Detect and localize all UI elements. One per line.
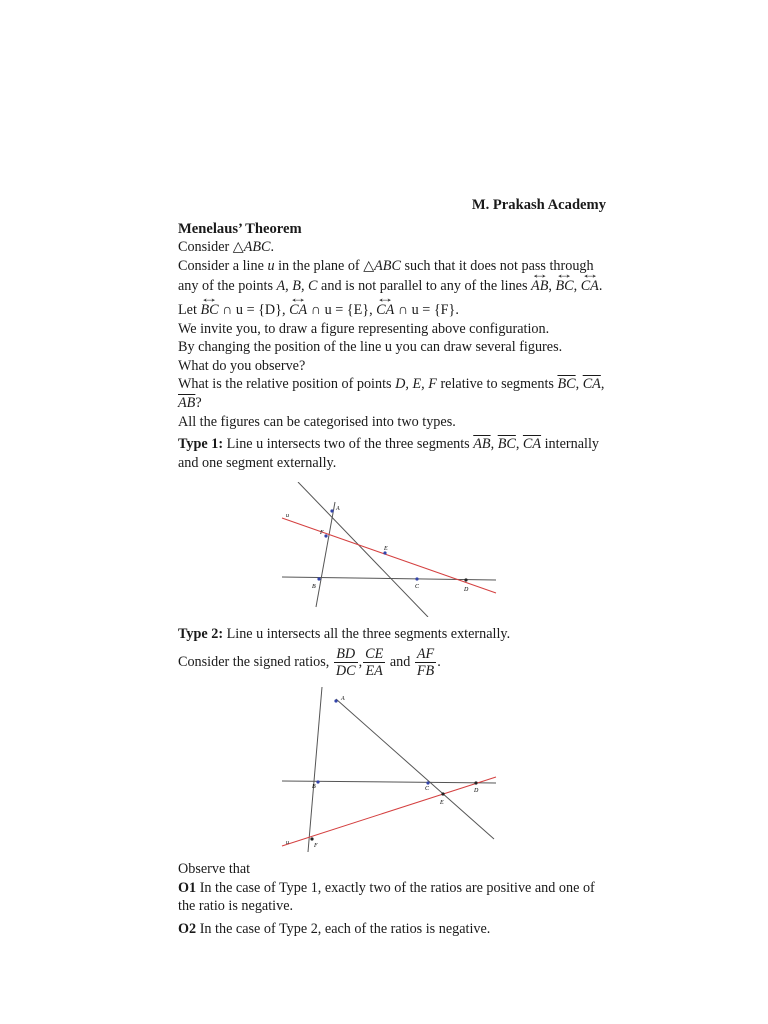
figure-type2 xyxy=(278,687,498,852)
fig1-label-d: D xyxy=(464,587,469,594)
type1-paragraph: Type 1: Line u intersects two of the three segments $\overline{AB}$, $\overline{BC}$, $\overline{CA}$ internally and one segment externally. xyxy=(178,436,599,471)
type2-paragraph: Type 2: Line u intersects all the three segments externally. xyxy=(178,626,511,643)
fig1-label-c: C xyxy=(415,584,420,591)
observe-question: What do you observe? xyxy=(178,357,306,374)
ratio-bd-dc: $\frac{BD}{DC}$ xyxy=(335,645,356,679)
figure-type1 xyxy=(278,482,498,617)
theorem-title: Menelaus’ Theorem xyxy=(178,220,302,237)
categorised-text: All the figures can be categorised into two types. xyxy=(178,413,456,430)
ratio-ce-ea: $\frac{CE}{EA}$ xyxy=(365,645,384,679)
relative-question: What is the relative position of points D, E, F relative to segments $\overline{BC}$, $\overline{CA}$, $\overline{AB}$? xyxy=(178,376,605,411)
line-intro: Consider a line u in the plane of △ABC such that it does not pass through any of the points A, B, C and is not parallel to any of the lines ↔ AB, ↔ BC, ↔ CA. xyxy=(178,257,606,296)
fig2-label-b: B xyxy=(312,783,316,790)
observe-that: Observe that xyxy=(178,860,251,877)
invite-text: We invite you, to draw a figure representing above configuration. xyxy=(178,320,550,337)
signed-ratios: Consider the signed ratios, $\frac{BD}{DC}$ , $\frac{CE}{EA}$ and $\frac{AF}{FB}$ . xyxy=(178,645,441,679)
fig1-label-u: u xyxy=(286,513,289,520)
consider-triangle: Consider △ABC. xyxy=(178,239,275,256)
observation-o1: O1 In the case of Type 1, exactly two of the ratios are positive and one of the ratio is negative. xyxy=(178,879,595,915)
fig1-label-b: B xyxy=(312,584,316,591)
fig2-label-u: u xyxy=(286,839,289,846)
changing-text: By changing the position of the line u you can draw several figures. xyxy=(178,339,563,356)
fig2-label-f: F xyxy=(314,842,318,849)
observation-o2: O2 In the case of Type 2, each of the ratios is negative. xyxy=(178,920,491,937)
let-intersections: Let ↔ BC ∩ u = {D}, ↔ CA ∩ u = {E}, ↔ CA ∩ u = {F}. xyxy=(178,299,606,320)
fig1-label-f: F xyxy=(320,530,324,537)
fig2-label-d: D xyxy=(474,787,479,794)
ratio-af-fb: $\frac{AF}{FB}$ xyxy=(416,645,435,679)
line-ab: ↔ AB xyxy=(531,275,548,296)
fig1-label-e: E xyxy=(384,546,388,553)
line-ca: ↔ CA xyxy=(581,275,599,296)
fig2-label-c: C xyxy=(425,785,430,792)
fig1-label-a: A xyxy=(336,506,340,513)
fig2-label-a: A xyxy=(341,695,345,702)
document-page xyxy=(178,196,606,938)
line-bc: ↔ BC xyxy=(555,275,573,296)
fig2-label-e: E xyxy=(440,799,444,806)
academy-header: M. Prakash Academy xyxy=(471,197,606,213)
